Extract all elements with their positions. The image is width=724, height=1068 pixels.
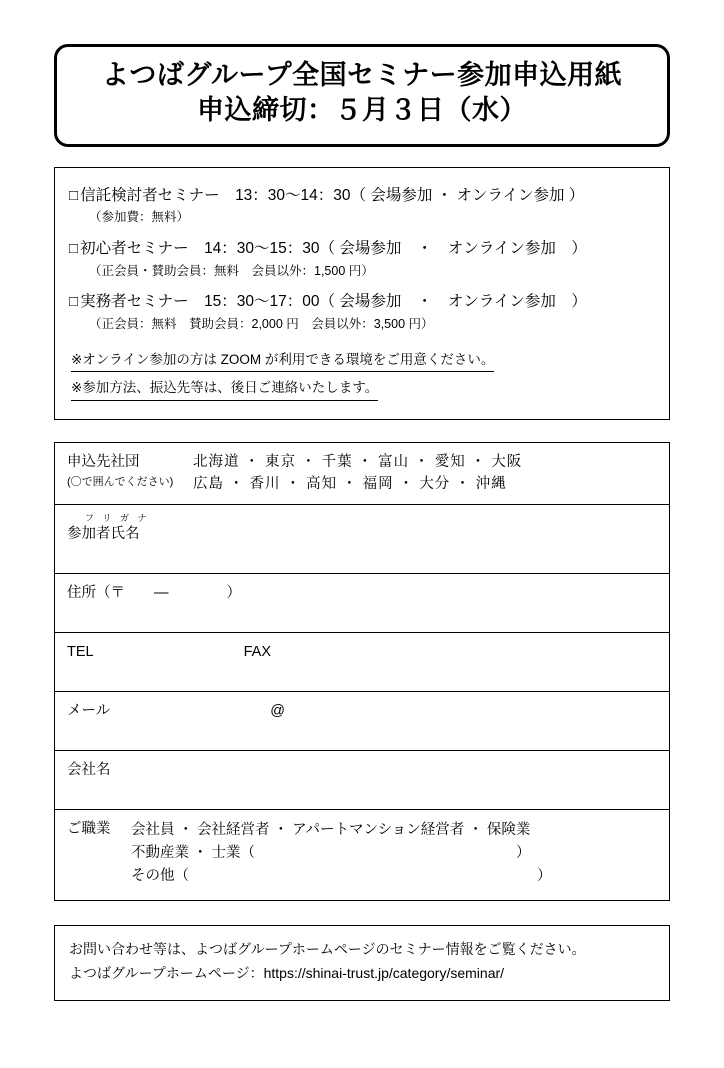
association-line-1[interactable]: 北海道 ・ 東京 ・ 千葉 ・ 富山 ・ 愛知 ・ 大阪 xyxy=(193,453,523,470)
seminar-option-2-fee: （正会員・賛助会員：無料 会員以外：1,500 円） xyxy=(89,263,374,278)
job-line-1[interactable]: 会社員 ・ 会社経営者 ・ アパートマンション経営者 ・ 保険業 xyxy=(131,822,531,839)
seminar-option-1[interactable] xyxy=(69,184,655,227)
seminar-option-3-main xyxy=(69,290,655,314)
table-row-association xyxy=(55,442,670,505)
footer-line-1: お問い合わせ等は、よつばグループホームページのセミナー情報をご覧ください。 xyxy=(69,941,586,958)
fax-label: FAX xyxy=(243,644,271,661)
mail-label: メール xyxy=(67,703,111,720)
seminar-notes xyxy=(69,348,655,401)
seminar-note-2-wrap xyxy=(71,376,655,401)
tel-cell[interactable] xyxy=(55,633,670,692)
table-row-company xyxy=(55,751,670,810)
seminar-option-2[interactable] xyxy=(69,237,655,280)
document-page xyxy=(0,44,724,1068)
table-row-tel xyxy=(55,633,670,692)
seminar-option-2-text: 初心者セミナー 14：30〜15：30（ 会場参加 ・ オンライン参加 ） xyxy=(80,240,587,258)
association-row-1 xyxy=(67,452,659,474)
company-cell[interactable] xyxy=(55,751,670,810)
seminar-option-1-text: 信託検討者セミナー 13：30〜14：30（ 会場参加 ・ オンライン参加 ） xyxy=(80,186,585,204)
association-label: 申込先社団 xyxy=(67,453,140,470)
name-cell[interactable] xyxy=(55,505,670,574)
company-label: 会社名 xyxy=(67,762,111,779)
seminar-options-box xyxy=(54,167,670,420)
checkbox-icon[interactable]: □ xyxy=(69,186,79,204)
name-content xyxy=(55,505,669,573)
seminar-option-1-fee: （参加費：無料） xyxy=(89,210,190,225)
page-title: よつばグループ全国セミナー参加申込用紙 xyxy=(101,60,623,90)
seminar-option-3[interactable] xyxy=(69,290,655,333)
title-box xyxy=(54,44,670,147)
checkbox-icon[interactable]: □ xyxy=(69,240,79,258)
table-row-address xyxy=(55,574,670,633)
seminar-note-1-wrap xyxy=(71,348,655,373)
association-row-2 xyxy=(67,474,659,496)
association-label-sub: (〇で囲んでください) xyxy=(67,475,174,488)
footer-line-2[interactable]: よつばグループホームページ：https://shinai-trust.jp/category/seminar/ xyxy=(69,965,505,982)
job-cell[interactable] xyxy=(55,810,670,901)
seminar-note-1: ※オンライン参加の方は ZOOM が利用できる環境をご用意ください。 xyxy=(71,348,494,373)
job-line-3[interactable]: その他（ ） xyxy=(131,867,552,884)
seminar-option-3-text: 実務者セミナー 15：30〜17：00（ 会場参加 ・ オンライン参加 ） xyxy=(80,293,587,311)
tel-content xyxy=(55,633,669,691)
contact-footer-box xyxy=(54,925,670,1001)
tel-label: TEL xyxy=(67,644,94,661)
mail-at-symbol: @ xyxy=(270,703,285,720)
name-furigana-label: フ リ ガ ナ xyxy=(85,513,150,524)
deadline-title: 申込締切：５月３日（水） xyxy=(197,94,527,125)
seminar-note-2: ※参加方法、振込先等は、後日ご連絡いたします。 xyxy=(71,376,378,401)
mail-cell[interactable] xyxy=(55,692,670,751)
address-label: 住所（〒 ― ） xyxy=(67,585,241,602)
checkbox-icon[interactable]: □ xyxy=(69,293,79,311)
job-label: ご職業 xyxy=(67,821,111,838)
address-cell[interactable] xyxy=(55,574,670,633)
job-content xyxy=(55,810,669,900)
seminar-option-3-fee: （正会員：無料 賛助会員：2,000 円 会員以外：3,500 円） xyxy=(89,316,434,331)
name-label: 参加者氏名 xyxy=(67,526,140,543)
association-content xyxy=(55,443,669,505)
association-line-2[interactable]: 広島 ・ 香川 ・ 高知 ・ 福岡 ・ 大分 ・ 沖縄 xyxy=(193,475,507,492)
seminar-option-2-main xyxy=(69,237,655,261)
table-row-job xyxy=(55,810,670,901)
table-row-name xyxy=(55,505,670,574)
association-cell[interactable] xyxy=(55,442,670,505)
job-line-2[interactable]: 不動産業 ・ 士業（ ） xyxy=(131,845,531,862)
application-form-table xyxy=(54,442,670,902)
table-row-mail xyxy=(55,692,670,751)
job-options xyxy=(131,819,552,887)
mail-content xyxy=(55,692,669,750)
seminar-option-1-main xyxy=(69,184,655,208)
